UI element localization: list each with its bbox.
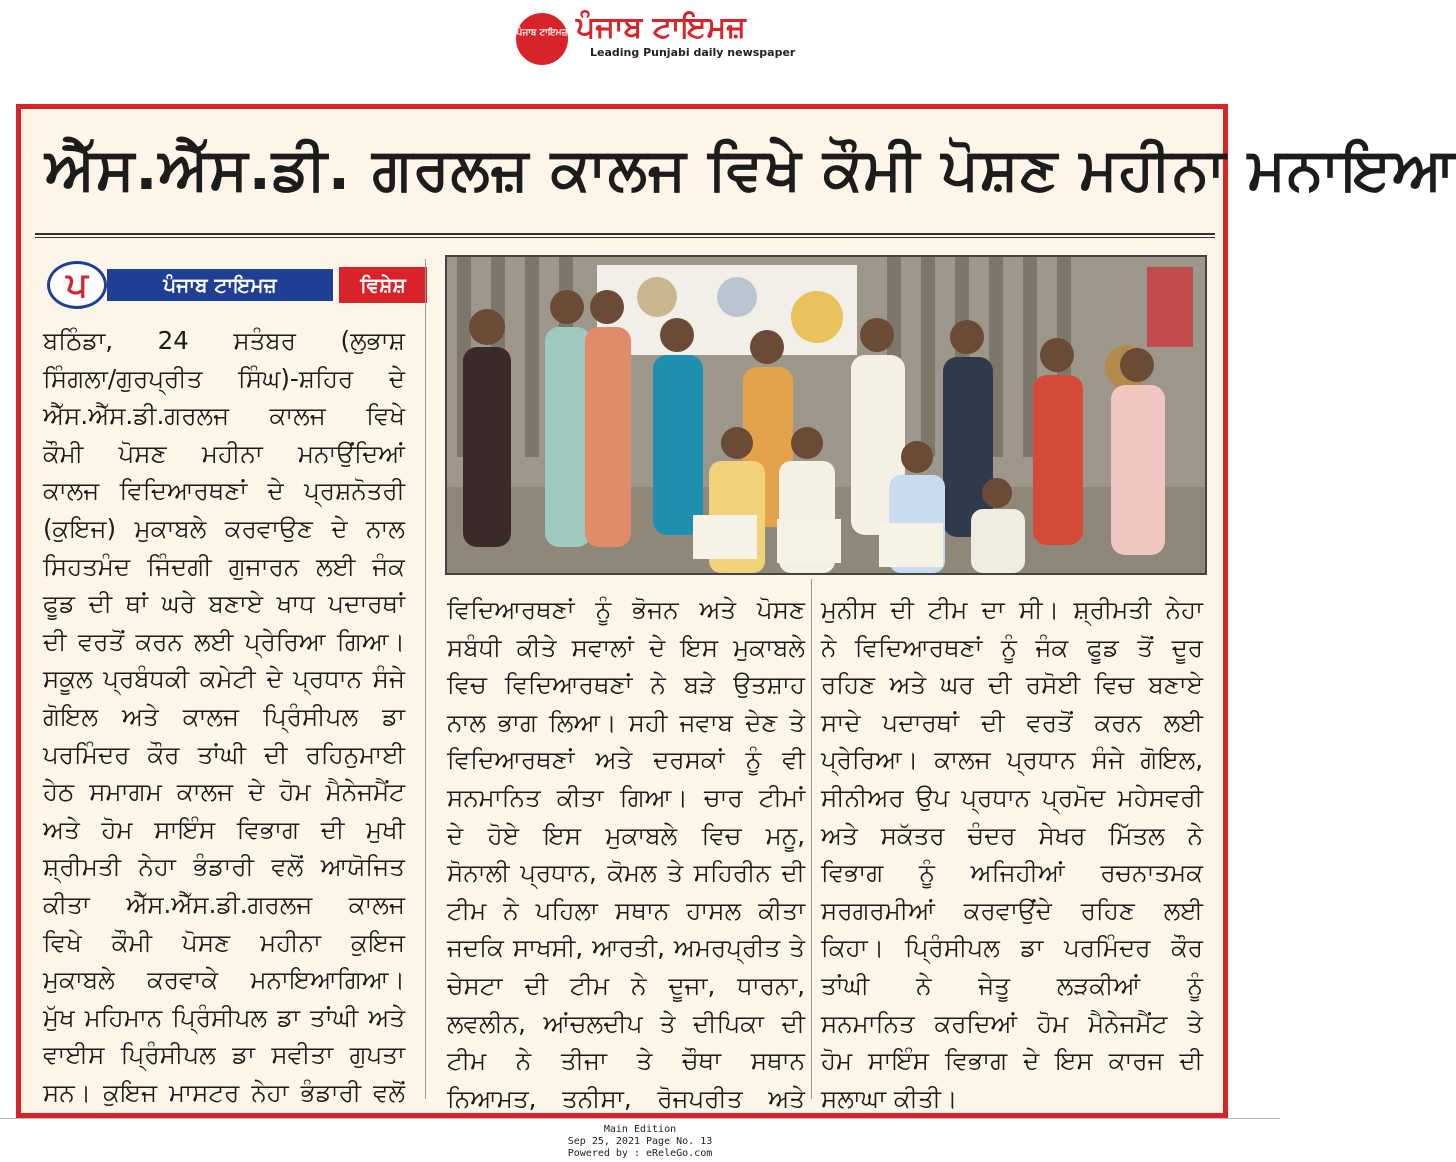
article-column-3 — [821, 591, 1203, 1117]
footer-rule — [0, 1118, 1280, 1119]
article-line: ਪ੍ਰੇਰਿਆ। ਕਾਲਜ ਪ੍ਰਧਾਨ ਸੰਜੇ ਗੋਇਲ, — [821, 745, 1203, 775]
article-line: ਦੀ ਵਰਤੋਂ ਕਰਨ ਲਈ ਪ੍ਰੇਰਿਆ ਗਿਆ। — [43, 626, 405, 656]
article-line: ਸਲਾਘਾ ਕੀਤੀ। — [821, 1083, 958, 1113]
article-line: ਫੂਡ ਦੀ ਥਾਂ ਘਰੇ ਬਣਾਏ ਖਾਧ ਪਦਾਰਥਾਂ — [43, 589, 405, 619]
column-divider-2 — [811, 579, 812, 1099]
article-line: ਨਾਲ ਭਾਗ ਲਿਆ। ਸਹੀ ਜਵਾਬ ਦੇਣ ਤੇ — [447, 707, 805, 737]
article-line: ਕਿਹਾ। ਪ੍ਰਿੰਸੀਪਲ ਡਾ ਪਰਮਿੰਦਰ ਕੌਰ — [821, 933, 1203, 963]
article-line: ਅਤੇ ਸਕੱਤਰ ਚੰਦਰ ਸੇਖਰ ਮਿੱਤਲ ਨੇ — [821, 820, 1203, 850]
group-photo-illustration — [447, 257, 1205, 573]
article-line: ਸਕੂਲ ਪ੍ਰਬੰਧਕੀ ਕਮੇਟੀ ਦੇ ਪ੍ਰਧਾਨ ਸੰਜੇ — [43, 664, 405, 694]
headline-rule-thin — [35, 237, 1215, 238]
brand-logo-text: ਪੰਜਾਬ ਟਾਇਮਜ਼ — [516, 28, 568, 38]
article-line: ਨੇ ਵਿਦਿਆਰਥਣਾਂ ਨੂੰ ਜੰਕ ਫੂਡ ਤੋਂ ਦੂਰ — [821, 632, 1203, 662]
article-line: ਸ਼੍ਰੀਮਤੀ ਨੇਹਾ ਭੰਡਾਰੀ ਵਲੋਂ ਆਯੋਜਿਤ — [43, 852, 405, 882]
article-line: ਸਿਹਤਮੰਦ ਜਿੰਦਗੀ ਗੁਜਾਰਨ ਲਈ ਜੰਕ — [43, 551, 405, 581]
article-line: ਕੀਤਾ ਐੱਸ.ਐੱਸ.ਡੀ.ਗਰਲਜ ਕਾਲਜ — [43, 889, 405, 919]
brand-name: ਪੰਜਾਬ ਟਾਇਮਜ਼ — [576, 10, 746, 45]
brand-logo[interactable] — [516, 13, 568, 65]
article-line: ਵਿਚ ਵਿਦਿਆਰਥਣਾਂ ਨੇ ਬੜੇ ਉਤਸ਼ਾਹ — [447, 670, 805, 700]
article-line: ਕੌਮੀ ਪੋਸਣ ਮਹੀਨਾ ਮਨਾਉਂਦਿਆਂ — [43, 438, 405, 468]
article-line: ਪਰਮਿੰਦਰ ਕੌਰ ਤਾਂਘੀ ਦੀ ਰਹਿਨੁਮਾਈ — [43, 739, 405, 769]
article-line: ਗੋਇਲ ਅਤੇ ਕਾਲਜ ਪ੍ਰਿੰਸੀਪਲ ਡਾ — [43, 701, 405, 731]
footer-date-page: Sep 25, 2021 Page No. 13 — [567, 1136, 713, 1147]
page-footer — [0, 1124, 1280, 1160]
article-line: ਸੋਨਾਲੀ ਪ੍ਰਧਾਨ, ਕੋਮਲ ਤੇ ਸਹਿਰੀਨ ਦੀ — [447, 858, 805, 888]
article-line: ਸਨਮਾਨਿਤ ਕਰਦਿਆਂ ਹੋਮ ਮੈਨੇਜਮੈਂਟ ਤੇ — [821, 1008, 1203, 1038]
footer-edition: Main Edition — [603, 1124, 677, 1135]
article-line: ਤਾਂਘੀ ਨੇ ਜੇਤੂ ਲੜਕੀਆਂ ਨੂੰ — [821, 970, 1203, 1000]
article-line: ਸਿੰਗਲਾ/ਗੁਰਪ੍ਰੀਤ ਸਿੰਘ)-ਸ਼ਹਿਰ ਦੇ — [43, 363, 405, 393]
footer-powered-by[interactable]: Powered by : eReleGo.com — [567, 1148, 713, 1159]
article-line: ਮੁਕਾਬਲੇ ਕਰਵਾਕੇ ਮਨਾਇਆਗਿਆ। — [43, 965, 405, 995]
article-line: ਵਿਭਾਗ ਨੂੰ ਅਜਿਹੀਆਂ ਰਚਨਾਤਮਕ — [821, 858, 1203, 888]
article-line: ਸਬੰਧੀ ਕੀਤੇ ਸਵਾਲਾਂ ਦੇ ਇਸ ਮੁਕਾਬਲੇ — [447, 632, 805, 662]
article-line: ਬਠਿੰਡਾ, 24 ਸਤੰਬਰ (ਲੁਭਾਸ਼ — [43, 326, 405, 355]
article-line: ਕਾਲਜ ਵਿਦਿਆਰਥਣਾਂ ਦੇ ਪ੍ਰਸ਼ਨੋਤਰੀ — [43, 476, 405, 506]
article-column-2 — [447, 591, 805, 1117]
article-line: ਜਦਕਿ ਸਾਖਸੀ, ਆਰਤੀ, ਅਮਰਪ੍ਰੀਤ ਤੇ — [447, 933, 805, 963]
masthead — [0, 0, 1280, 100]
article-line: ਹੋਮ ਸਾਇੰਸ ਵਿਭਾਗ ਦੇ ਇਸ ਕਾਰਜ ਦੀ — [821, 1046, 1203, 1076]
article-frame — [16, 104, 1456, 1118]
article-line: ਅਤੇ ਹੋਮ ਸਾਇੰਸ ਵਿਭਾਗ ਦੀ ਮੁਖੀ — [43, 814, 405, 844]
article-line: ਸੀਨੀਅਰ ਉਪ ਪ੍ਰਧਾਨ ਪ੍ਰਮੋਦ ਮਹੇਸਵਰੀ — [821, 782, 1203, 812]
article-line: ਮੁਨੀਸ ਦੀ ਟੀਮ ਦਾ ਸੀ। ਸ਼੍ਰੀਮਤੀ ਨੇਹਾ — [821, 595, 1203, 624]
brand-tagline: Leading Punjabi daily newspaper — [590, 46, 796, 59]
article-line: ਵਿਦਿਆਰਥਣਾਂ ਨੂੰ ਭੋਜਨ ਅਤੇ ਪੋਸਣ — [447, 595, 805, 624]
article-line: ਸਨਮਾਨਿਤ ਕੀਤਾ ਗਿਆ। ਚਾਰ ਟੀਮਾਂ — [447, 782, 805, 812]
article-line: ਵਿਖੇ ਕੌਮੀ ਪੋਸਣ ਮਹੀਨਾ ਕੁਇਜ — [43, 927, 405, 957]
article-line: ਸਨ। ਕੁਇਜ ਮਾਸਟਰ ਨੇਹਾ ਭੰਡਾਰੀ ਵਲੋਂ — [43, 1077, 405, 1107]
article-line: ਹੇਠ ਸਮਾਗਮ ਕਾਲਜ ਦੇ ਹੋਮ ਮੈਨੇਜਮੈਂਟ — [43, 777, 405, 807]
article-line: ਐੱਸ.ਐੱਸ.ਡੀ.ਗਰਲਜ ਕਾਲਜ ਵਿਖੇ — [43, 401, 405, 431]
article-line: (ਕੁਇਜ) ਮੁਕਾਬਲੇ ਕਰਵਾਉਣ ਦੇ ਨਾਲ — [43, 513, 405, 543]
badge-special-tag: ਵਿਸ਼ੇਸ਼ — [339, 267, 427, 303]
article-headline: ਐੱਸ.ਐੱਸ.ਡੀ. ਗਰਲਜ਼ ਕਾਲਜ ਵਿਖੇ ਕੌਮੀ ਪੋਸ਼ਣ ਮਹੀਨਾ ਮਨਾਇਆ — [45, 135, 1456, 203]
article-line: ਟੀਮ ਨੇ ਤੀਜਾ ਤੇ ਚੌਥਾ ਸਥਾਨ — [447, 1046, 805, 1076]
column-divider-1 — [425, 259, 426, 1099]
article-line: ਦੇ ਹੋਏ ਇਸ ਮੁਕਾਬਲੇ ਵਿਚ ਮਨੂ, — [447, 820, 805, 850]
headline-rule — [35, 233, 1215, 235]
article-line: ਲਵਲੀਨ, ਆਂਚਲਦੀਪ ਤੇ ਦੀਪਿਕਾ ਦੀ — [447, 1008, 805, 1038]
badge-logo: ਪ — [47, 261, 107, 309]
article-line: ਵਿਦਿਆਰਥਣਾਂ ਅਤੇ ਦਰਸਕਾਂ ਨੂੰ ਵੀ — [447, 745, 805, 775]
article-line: ਮੁੱਖ ਮਹਿਮਾਨ ਪ੍ਰਿੰਸੀਪਲ ਡਾ ਤਾਂਘੀ ਅਤੇ — [43, 1002, 405, 1032]
article-line: ਸਾਦੇ ਪਦਾਰਥਾਂ ਦੀ ਵਰਤੋਂ ਕਰਨ ਲਈ — [821, 707, 1203, 737]
article-line: ਚੇਸਟਾ ਦੀ ਟੀਮ ਨੇ ਦੂਜਾ, ਧਾਰਨਾ, — [447, 970, 805, 1000]
article-line: ਸਰਗਰਮੀਆਂ ਕਰਵਾਉਂਦੇ ਰਹਿਣ ਲਈ — [821, 895, 1203, 925]
article-line: ਰਹਿਣ ਅਤੇ ਘਰ ਦੀ ਰਸੋਈ ਵਿਚ ਬਣਾਏ — [821, 670, 1203, 700]
article-line: ਟੀਮ ਨੇ ਪਹਿਲਾ ਸਥਾਨ ਹਾਸਲ ਕੀਤਾ — [447, 895, 805, 925]
article-photo — [445, 255, 1207, 575]
article-line: ਵਾਈਸ ਪ੍ਰਿੰਸੀਪਲ ਡਾ ਸਵੀਤਾ ਗੁਪਤਾ — [43, 1040, 405, 1070]
article-line: ਨਿਆਮਤ, ਤਨੀਸਾ, ਰੋਜਪਰੀਤ ਅਤੇ — [447, 1083, 805, 1113]
section-badge — [47, 261, 405, 309]
badge-name: ਪੰਜਾਬ ਟਾਇਮਜ਼ — [107, 269, 333, 301]
article-column-1 — [43, 322, 405, 1111]
